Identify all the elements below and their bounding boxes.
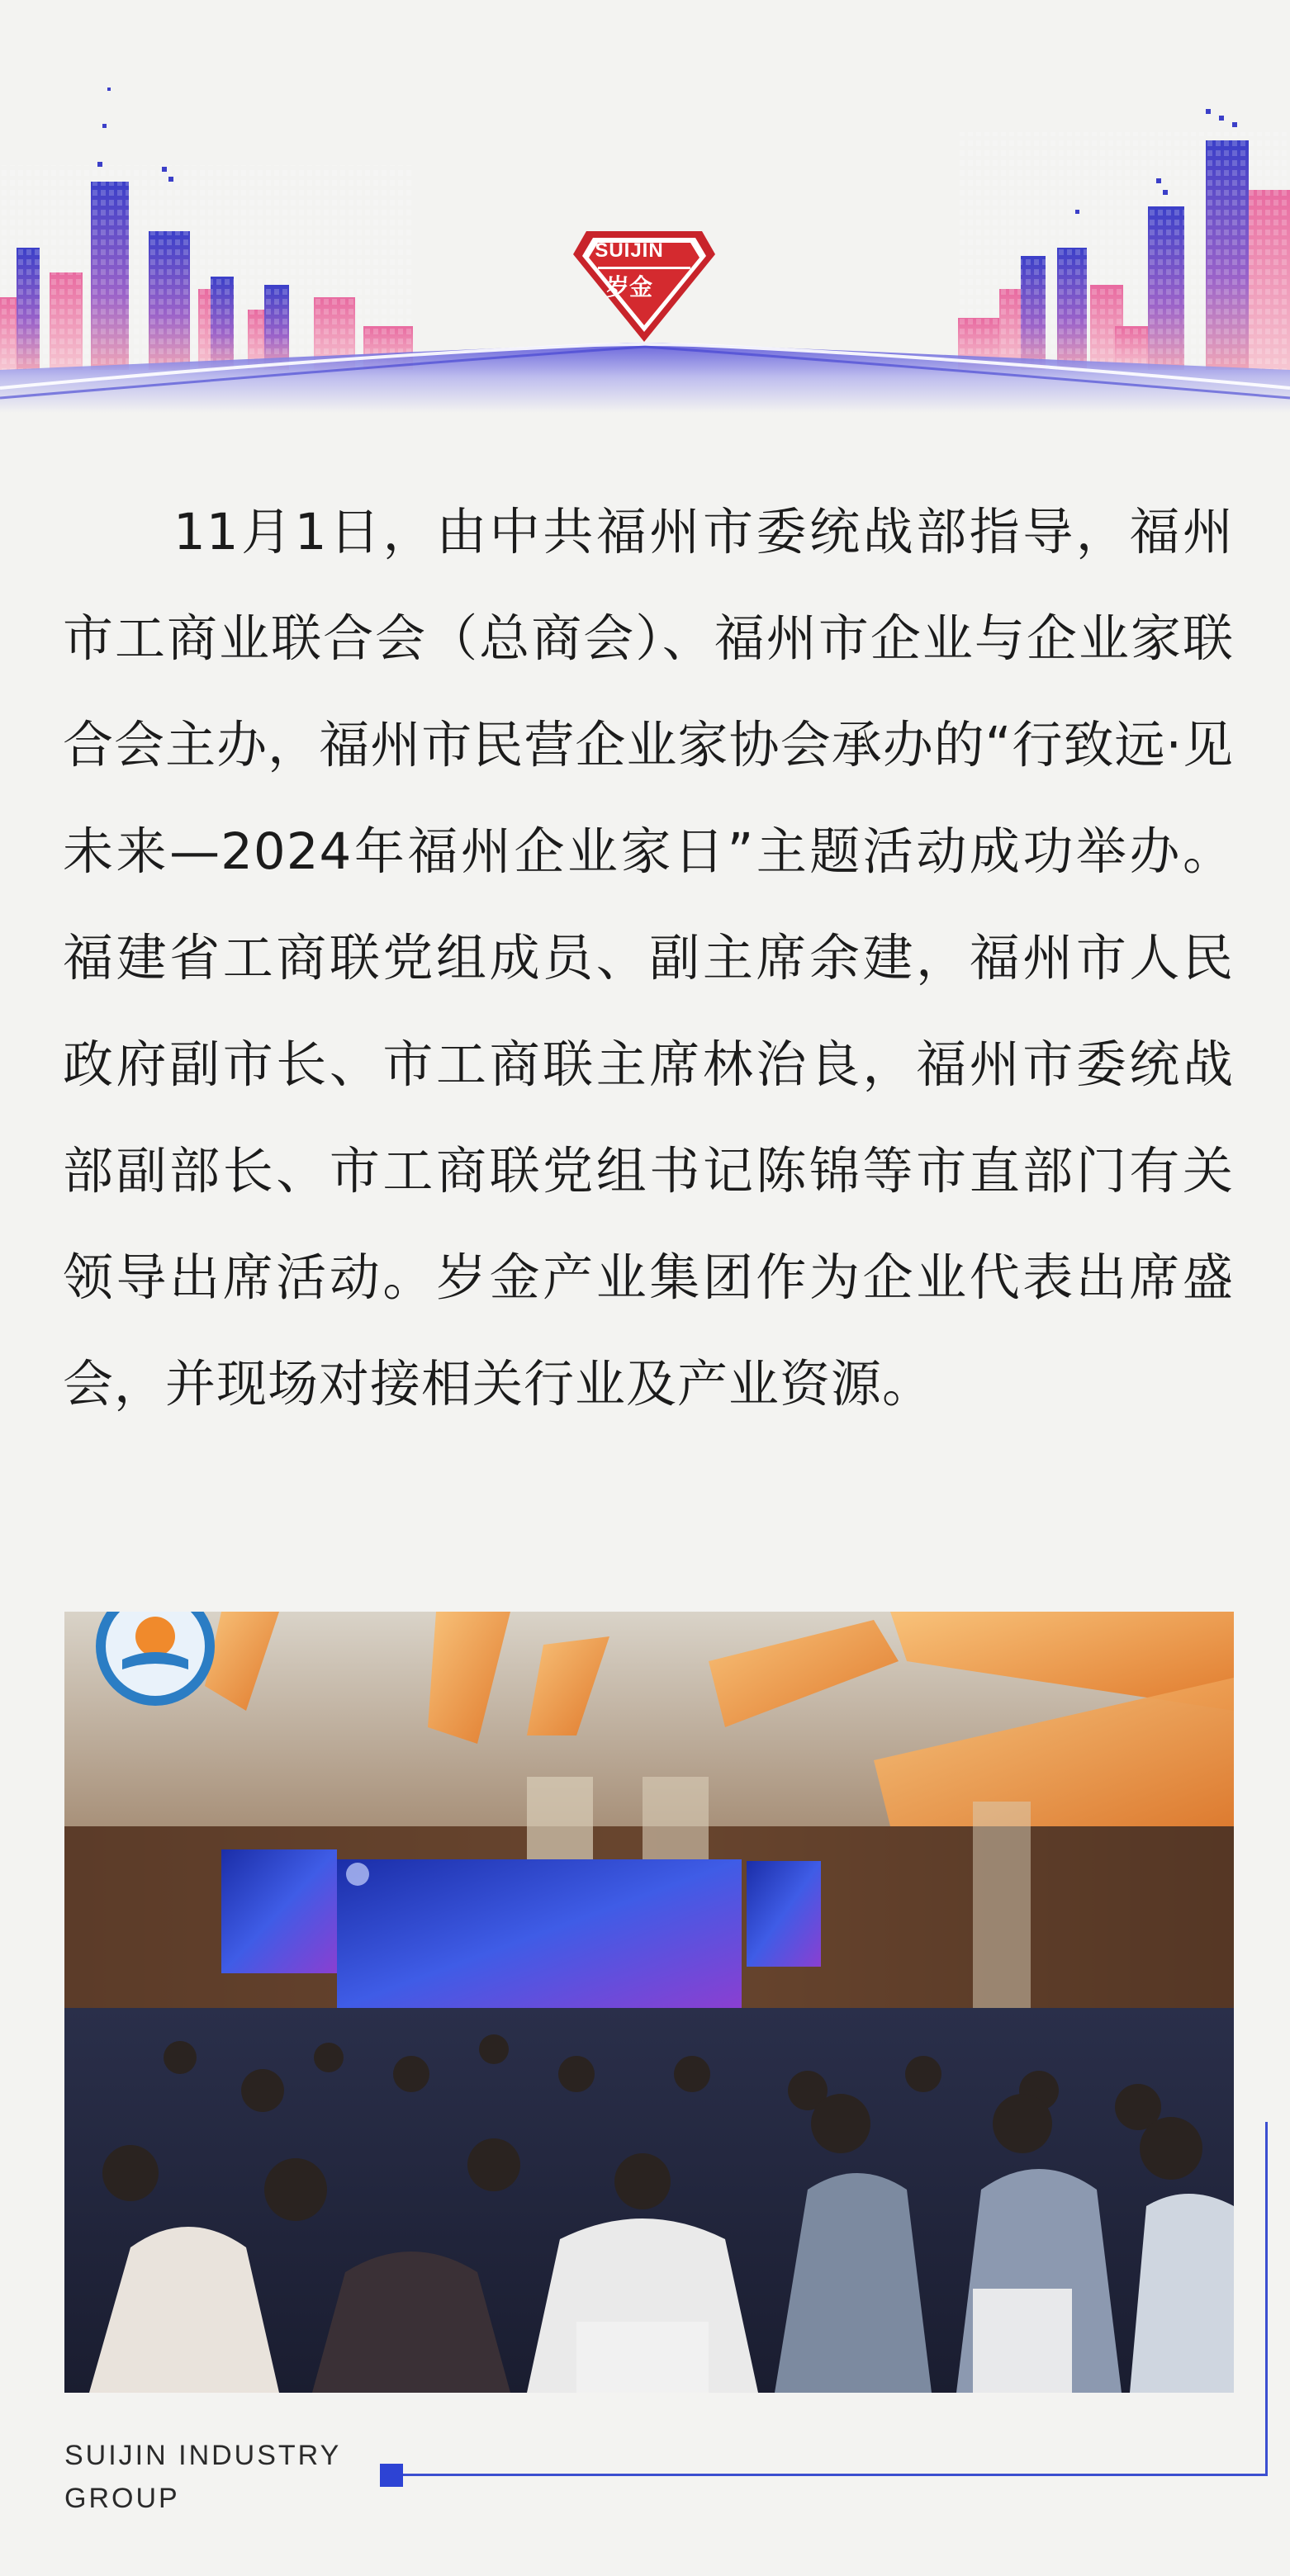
logo [558,221,700,345]
left-skyline [0,88,413,372]
footer-frame-line-horizontal [401,2474,1268,2476]
logo-bottom-text: 岁金 [605,273,652,301]
footer-brand-name: SUIJIN INDUSTRY GROUP [64,2440,341,2514]
article-paragraph: 11月1日，由中共福州市委统战部指导，福州市工商业联合会（总商会）、福州市企业与企业家联合会主办，福州市民营企业家协会承办的“行致远·见未来—2024年福州企业家日”主题活动成功举办。福建省工商联党组成员、副主席余建，福州市人民政府副市长、市工商联主席林治良，福州市委统战部副部长、市工商联党组书记陈锦等市直部门有关领导出席活动。岁金产业集团作为企业代表出席盛会，并现场对接相关行业及产业资源。 [63,503,1234,1413]
conference-hall-illustration [64,1612,1234,2393]
city-skyline-graphic [0,0,1290,413]
footer-accent-square [380,2464,403,2487]
footer-frame-line-vertical [1265,2122,1268,2475]
event-photo [64,1612,1234,2393]
header-banner [0,0,1290,413]
right-skyline [958,109,1290,372]
logo-top-text: SUIJIN [595,239,664,262]
